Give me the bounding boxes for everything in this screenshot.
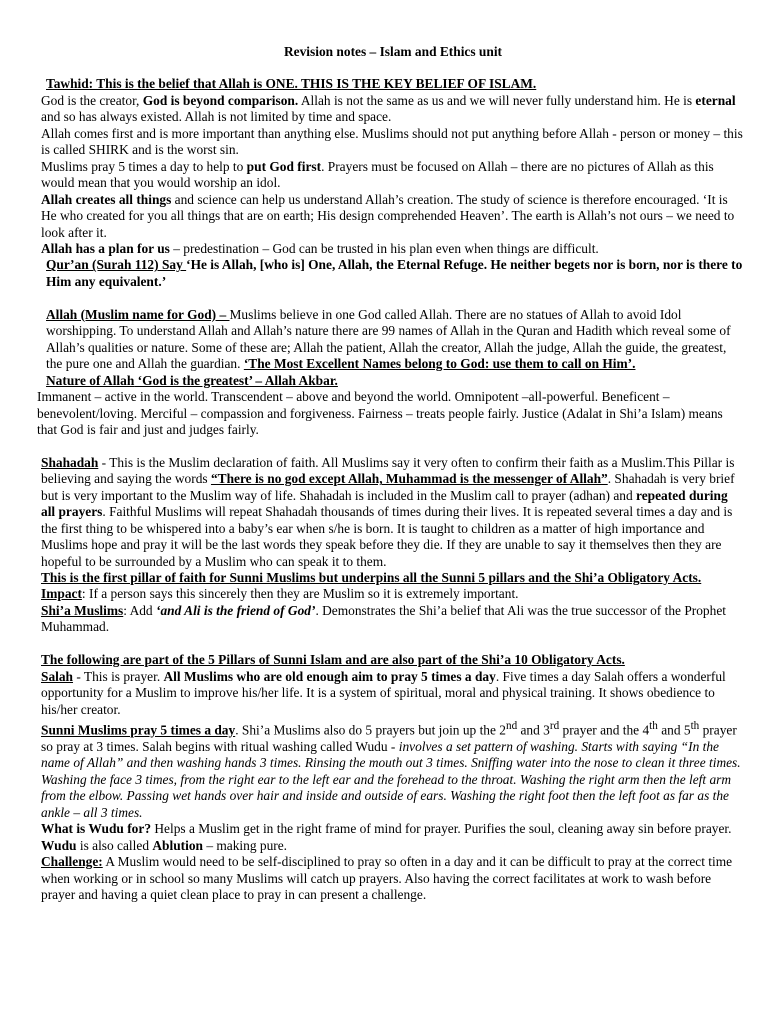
first-pillar-statement: This is the first pillar of faith for Sunni Muslims but underpins all the Sunni 5 pillars and the Shi’a Obligatory Acts. xyxy=(41,570,702,586)
bold-run: Ablution xyxy=(152,837,203,853)
text-run: Muslims pray 5 times a day to help to xyxy=(41,158,247,174)
text-run: Helps a Muslim get in the right frame of mind for prayer. Purifies the soul, cleaning away sin before prayer. xyxy=(151,821,732,837)
text-run: - This is prayer. xyxy=(73,668,164,684)
bold-run: eternal xyxy=(695,92,736,108)
text-run: : Add xyxy=(123,602,156,618)
tawhid-paragraph-prayer xyxy=(41,159,745,192)
text-run: and science can help us understand Allah’s creation. The study of science is therefore encouraged. ‘It is He who created for you all things that are on earth; His design comprehended Heaven’. The earth is Allah’s not ours – we need to look after it. xyxy=(41,191,735,240)
text-run: . Five times a day Salah offers a wonderful opportunity for a Muslim to improve his/her life. It is a system of spiritual, moral and physical training. It shows obedience to his/her creator. xyxy=(41,668,726,717)
bold-run: All Muslims who are old enough aim to pray 5 times a day xyxy=(163,668,496,684)
text-run: prayer and the 4 xyxy=(559,722,650,738)
text-run: . Prayers must be focused on Allah – there are no pictures of Allah as this would mean that you would worship an idol. xyxy=(41,158,714,191)
label-run: Impact xyxy=(41,586,82,602)
nature-of-allah-heading xyxy=(41,373,745,389)
tawhid-paragraph-shirk: Allah comes first and is more important than anything else. Muslims should not put anything before Allah - person or money – this is called SHIRK and is the worst sin. xyxy=(41,125,743,158)
bold-run: put God first xyxy=(246,158,322,174)
text-run: and so has always existed. Allah is not limited by time and space. xyxy=(41,109,392,125)
bold-run: God is beyond comparison. xyxy=(142,92,299,108)
wudu-purpose-paragraph xyxy=(41,821,745,854)
tawhid-paragraph-creator xyxy=(41,93,745,126)
spacer xyxy=(41,290,745,306)
quote-run: ‘and Ali is the friend of God’ xyxy=(155,602,316,618)
text-run: is also called xyxy=(76,837,153,853)
label-run: Shi’a Muslims xyxy=(41,602,124,618)
bold-run: Allah has a plan for us xyxy=(41,240,170,256)
bold-run: Allah creates all things xyxy=(41,191,172,207)
text-run: – making pure. xyxy=(202,837,288,853)
text-run: - This is the Muslim declaration of faith. All Muslims say it very often to confirm their faith as a Muslim.This Pillar is believing and saying the words xyxy=(41,454,735,487)
revision-notes-document xyxy=(37,44,745,904)
label-run: Sunni Muslims pray 5 times a day xyxy=(41,722,236,738)
bold-run: Wudu xyxy=(41,837,77,853)
spacer xyxy=(41,636,745,652)
shahadah-paragraph xyxy=(41,455,745,570)
pillars-heading: The following are part of the 5 Pillars of Sunni Islam and are also part of the Shi’a 10 Obligatory Acts. xyxy=(41,652,625,668)
impact-paragraph xyxy=(41,586,745,602)
challenge-paragraph xyxy=(41,854,745,903)
text-run: : If a person says this sincerely then they are Muslim so it is extremely important. xyxy=(81,586,519,602)
text-run: God is the creator, xyxy=(41,92,143,108)
bold-run: What is Wudu for? xyxy=(41,821,152,837)
text-run: . Faithful Muslims will repeat Shahadah thousands of times during their lives. It is repeated several times a day and is the first thing to be whispered into a baby’s ear when s/he is born. It is taught to children as a matter of high importance and Muslims hope and pray it will be the last words they speak before they die. If they are unable to say it themselves then they are hopeful to be surrounded by a Muslim who can speak it to them. xyxy=(41,504,733,569)
section-heading: Allah (Muslim name for God) – xyxy=(46,306,230,322)
text-run: prayer so pray at 3 times. Salah begins with ritual washing called Wudu - xyxy=(41,722,737,754)
ordinal-suffix: rd xyxy=(549,720,560,733)
ordinal-suffix: th xyxy=(649,720,658,733)
text-run: and 5 xyxy=(657,722,691,738)
tawhid-quran-quote xyxy=(41,257,745,290)
tawhid-paragraph-creation xyxy=(41,192,745,241)
salah-paragraph xyxy=(41,669,745,718)
text-run: Allah is not the same as us and we will never fully understand him. He is xyxy=(298,92,696,108)
text-run: . Shahadah is very brief but is very important to the Muslim way of life. Shahadah is included in the Muslim call to prayer (adhan) and xyxy=(41,471,735,503)
spacer xyxy=(41,438,745,454)
text-run: . Demonstrates the Shi’a belief that Ali was the true successor of the Prophet Muhammad. xyxy=(41,602,726,635)
page-title: Revision notes – Islam and Ethics unit xyxy=(283,44,502,59)
ordinal-suffix: th xyxy=(690,720,700,733)
bold-run: ‘He is Allah, [who is] One, Allah, the Eternal Refuge. He neither begets nor is born, nor is there to Him any equivalent.’ xyxy=(46,257,743,289)
text-run: – predestination – God can be trusted in his plan even when things are difficult. xyxy=(169,240,599,256)
text-run: A Muslim would need to be self-disciplined to pray so often in a day and it can be difficult to pray at the correct time when working or in school so many Muslims will catch up prayers. Also having the correct facilitates at work to wash before prayer and having a quiet clean place to pray in can present a challenge. xyxy=(41,854,733,903)
label-run: Challenge: xyxy=(41,854,103,870)
section-heading: Shahadah xyxy=(41,454,99,470)
text-run: and 3 xyxy=(517,722,550,738)
quote-run: “There is no god except Allah, Muhammad is the messenger of Allah” xyxy=(210,471,608,487)
tawhid-heading: Tawhid: This is the belief that Allah is ONE. THIS IS THE KEY BELIEF OF ISLAM. xyxy=(46,76,537,92)
text-run: . Shi’a Muslims also do 5 prayers but join up the 2 xyxy=(235,722,506,738)
allah-paragraph xyxy=(41,307,745,373)
heading-run: Nature of Allah xyxy=(46,372,135,388)
nature-of-allah-text: Immanent – active in the world. Transcendent – above and beyond the world. Omnipotent –all-powerful. Beneficent – benevolent/loving. Merciful – compassion and forgiveness. Fairness – treats people fairly. Justice (Adalat in Shi’a Islam) means that God is fair and just and judges fairly. xyxy=(37,389,723,437)
sunni-prayer-paragraph xyxy=(41,718,745,821)
underlined-run: Qur’an (Surah 112) Say xyxy=(46,257,187,273)
bold-run: repeated during all prayers xyxy=(41,487,728,520)
tawhid-paragraph-plan xyxy=(41,241,745,257)
ordinal-suffix: nd xyxy=(505,720,518,733)
quote-run: ‘The Most Excellent Names belong to God: use them to call on Him’. xyxy=(243,356,636,372)
text-run: Muslims believe in one God called Allah. There are no statues of Allah to avoid Idol worshipping. To understand Allah and Allah’s nature there are 99 names of Allah in the Quran and Hadith which reveal some of Allah’s qualities or nature. Some of these are; Allah the patient, Allah the creator, Allah the judge, Allah the guide, the greatest, the pure one and Allah the guardian. xyxy=(46,306,731,372)
italic-run: involves a set pattern of washing. Starts with saying “In the name of Allah” and then washing hands 3 times. Rinsing the mouth out 3 times. Sniffing water into the nose to clean it three times. Washing the face 3 times, from the right ear to the left ear and the forehead to the throat. Washing the right arm then the left arm from the elbow. Passing wet hands over hair and inside and outside of ears. Washing the right foot then the left foot as far as the ankle – all 3 times. xyxy=(41,739,741,820)
heading-run: ‘God is the greatest’ – Allah Akbar. xyxy=(134,372,338,388)
shia-muslims-paragraph xyxy=(41,603,745,636)
label-run: Salah xyxy=(41,668,74,684)
